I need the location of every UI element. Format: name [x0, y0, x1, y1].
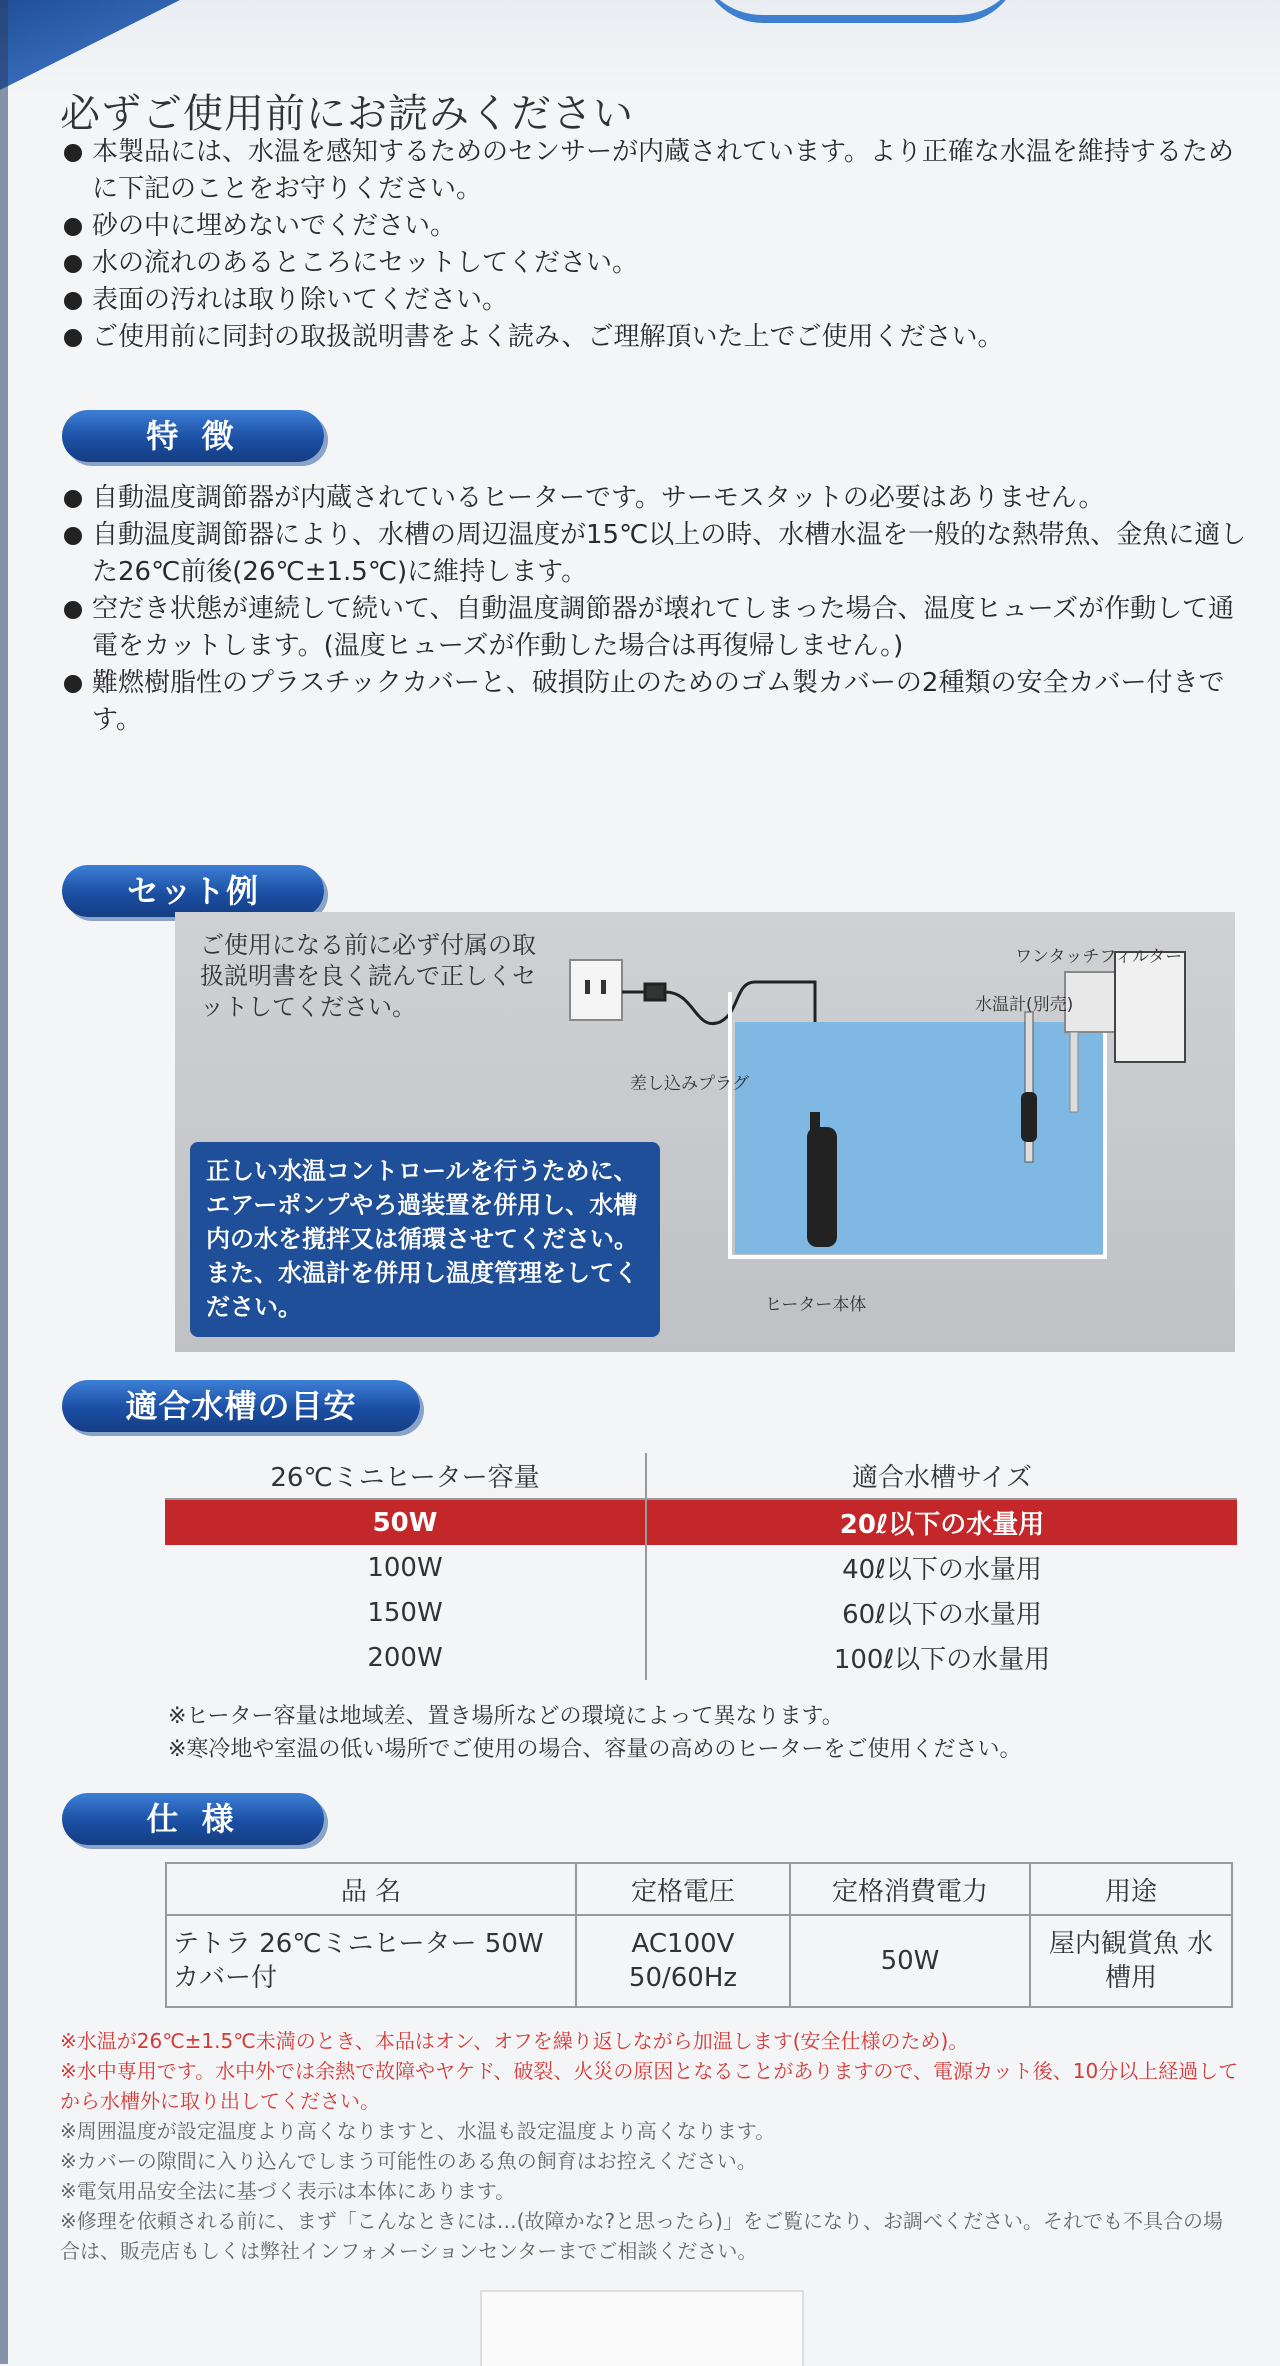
- footnote: ※周囲温度が設定温度より高くなりますと、水温も設定温度より高くなります。: [60, 2119, 776, 2143]
- col-capacity-header: 26℃ミニヒーター容量: [165, 1453, 646, 1499]
- size-cell: 60ℓ以下の水量用: [842, 1600, 1042, 1630]
- footnote: ※水温が26℃±1.5℃未満のとき、本品はオン、オフを繰り返しながら加温します(安全仕様のため)。: [60, 2029, 969, 2053]
- feature-item: 空だき状態が連続して続いて、自動温度調節器が壊れてしまった場合、温度ヒューズが作動して通電をカットします。(温度ヒューズが作動した場合は再復帰しません。): [60, 591, 1250, 665]
- capacity-cell: 100W: [165, 1545, 646, 1590]
- spec-table: [165, 1862, 1233, 2008]
- tank-table-header: [165, 1453, 1237, 1499]
- spec-header: 品 名: [166, 1863, 576, 1915]
- intro-item: ご使用前に同封の取扱説明書をよく読み、ご理解頂いた上でご使用ください。: [60, 319, 1250, 356]
- water-control-note: 正しい水温コントロールを行うために、エアーポンプやろ過装置を併用し、水槽内の水を撹拌又は循環させてください。また、水温計を併用し温度管理をしてください。: [190, 1142, 660, 1337]
- intro-list: [60, 134, 1250, 356]
- spec-heading: 仕 様: [62, 1793, 324, 1845]
- tank-heading: 適合水槽の目安: [62, 1380, 420, 1432]
- setup-diagram: [175, 912, 1235, 1352]
- tank-note: ※ヒーター容量は地域差、置き場所などの環境によって異なります。: [168, 1704, 844, 1729]
- size-cell: 40ℓ以下の水量用: [842, 1555, 1042, 1585]
- intro-item: 表面の汚れは取り除いてください。: [60, 282, 1250, 319]
- footnote: ※水中専用です。水中外では余熱で故障やヤケド、破裂、火災の原因となることがありますので、電源カット後、10分以上経過してから水槽外に取り出してください。: [60, 2059, 1239, 2113]
- capacity-cell: 50W: [165, 1499, 646, 1545]
- spec-header: 用途: [1030, 1863, 1232, 1915]
- feature-item: 難燃樹脂性のプラスチックカバーと、破損防止のためのゴム製カバーの2種類の安全カバー付きです。: [60, 665, 1250, 739]
- capacity-cell: 200W: [165, 1635, 646, 1680]
- rated-power: 50W: [790, 1915, 1030, 2007]
- features-list: [60, 480, 1250, 739]
- blue-arc-decoration: [700, 0, 1020, 23]
- water-area: [735, 1022, 1105, 1254]
- blue-corner-decoration: [0, 0, 180, 90]
- table-row: [165, 1545, 1237, 1590]
- rated-voltage: AC100V 50/60Hz: [576, 1915, 790, 2007]
- heater-label: ヒーター本体: [765, 1295, 867, 1315]
- product-name: テトラ 26℃ミニヒーター 50W カバー付: [166, 1915, 576, 2007]
- features-heading: 特 徴: [62, 410, 324, 462]
- footnote: ※電気用品安全法に基づく表示は本体にあります。: [60, 2179, 516, 2203]
- thermometer-label: 水温計(別売): [975, 995, 1074, 1015]
- table-row: [165, 1499, 1237, 1545]
- intended-use: 屋内観賞魚 水槽用: [1030, 1915, 1232, 2007]
- intro-item: 水の流れのあるところにセットしてください。: [60, 245, 1250, 282]
- wall-outlet-icon: [570, 960, 622, 1020]
- setup-heading: セット例: [62, 865, 324, 917]
- intro-item: 砂の中に埋めないでください。: [60, 208, 1250, 245]
- footnote: ※カバーの隙間に入り込んでしまう可能性のある魚の飼育はお控えください。: [60, 2149, 757, 2173]
- spec-header: 定格消費電力: [790, 1863, 1030, 1915]
- size-cell: 20ℓ以下の水量用: [646, 1499, 1237, 1545]
- top-band: [0, 0, 1280, 95]
- table-row: [165, 1590, 1237, 1635]
- feature-item: 自動温度調節器が内蔵されているヒーターです。サーモスタットの必要はありません。: [60, 480, 1250, 517]
- footnotes: [60, 2026, 1240, 2266]
- table-row: [165, 1635, 1237, 1680]
- intro-item: 本製品には、水温を感知するためのセンサーが内蔵されています。より正確な水温を維持するために下記のことをお守りください。: [60, 134, 1250, 208]
- plug-icon: [622, 984, 665, 1000]
- footnote: ※修理を依頼される前に、まず「こんなときには…(故障かな?と思ったら)」をご覧になり、お調べください。それでも不具合の場合は、販売店もしくは弊社インフォメーションセンターまでご相談ください。: [60, 2209, 1223, 2263]
- setup-note: ご使用になる前に必ず付属の取扱説明書を良く読んで正しくセットしてください。: [200, 931, 536, 1021]
- hanger-slot: [480, 2290, 804, 2366]
- left-edge-shadow: [0, 0, 8, 2364]
- filter-label: ワンタッチフィルター: [1015, 947, 1183, 967]
- size-cell: 100ℓ以下の水量用: [833, 1645, 1051, 1675]
- heater-icon: [807, 1127, 837, 1247]
- plug-label: 差し込みプラグ: [630, 1074, 749, 1094]
- capacity-cell: 150W: [165, 1590, 646, 1635]
- spec-row: [166, 1915, 1232, 2007]
- spec-header: 定格電圧: [576, 1863, 790, 1915]
- feature-item: 自動温度調節器により、水槽の周辺温度が15℃以上の時、水槽水温を一般的な熱帯魚、金魚に適した26℃前後(26℃±1.5℃)に維持します。: [60, 517, 1250, 591]
- spec-header-row: [166, 1863, 1232, 1915]
- tank-table: [165, 1453, 1237, 1680]
- intro-title: 必ずご使用前にお読みください: [60, 91, 634, 137]
- col-size-header: 適合水槽サイズ: [646, 1453, 1237, 1499]
- tank-note: ※寒冷地や室温の低い場所でご使用の場合、容量の高めのヒーターをご使用ください。: [168, 1737, 1022, 1762]
